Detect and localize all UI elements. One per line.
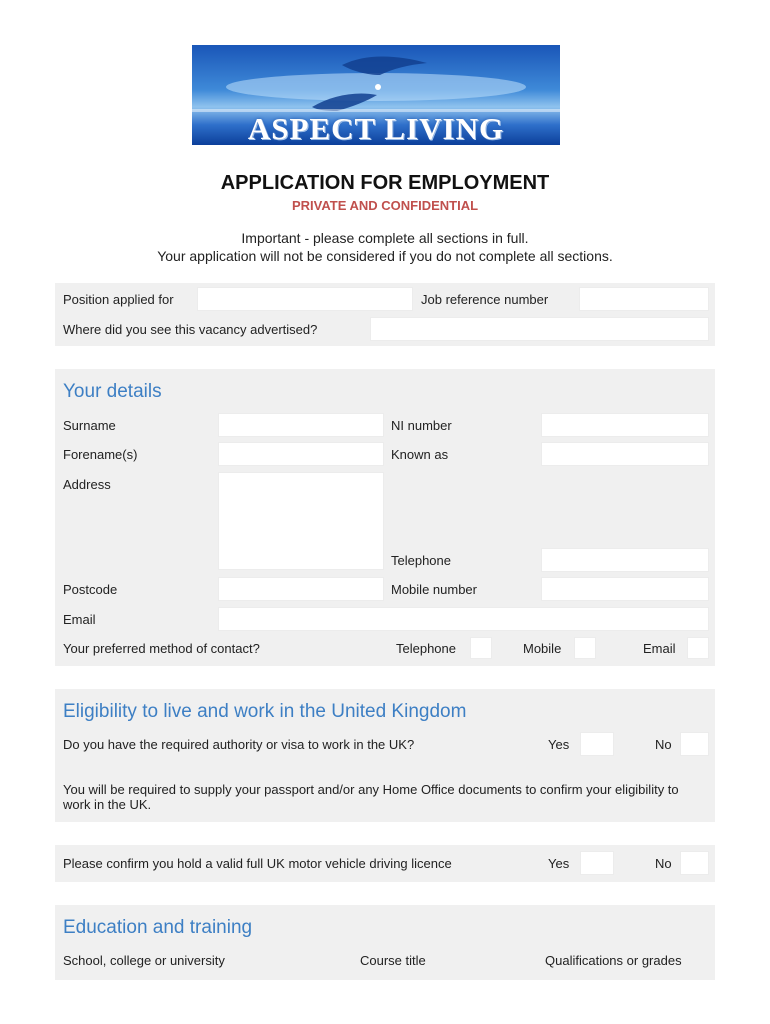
contact-mobile-label: Mobile	[523, 641, 562, 656]
advert-source-input[interactable]	[370, 317, 709, 341]
education-col-qualifications: Qualifications or grades	[545, 953, 682, 968]
contact-telephone-label: Telephone	[396, 641, 456, 656]
address-input[interactable]	[218, 472, 384, 570]
licence-no-checkbox[interactable]	[680, 851, 709, 875]
ni-number-label: NI number	[391, 418, 452, 433]
ni-number-input[interactable]	[541, 413, 709, 437]
advert-source-label: Where did you see this vacancy advertised?	[63, 322, 318, 337]
company-logo	[192, 45, 560, 145]
address-label: Address	[63, 477, 111, 492]
contact-email-checkbox[interactable]	[687, 637, 709, 659]
job-ref-input[interactable]	[579, 287, 709, 311]
position-label: Position applied for	[63, 292, 174, 307]
contact-mobile-checkbox[interactable]	[574, 637, 596, 659]
education-col-course: Course title	[360, 953, 426, 968]
email-label: Email	[63, 612, 96, 627]
surname-input[interactable]	[218, 413, 384, 437]
education-col-school: School, college or university	[63, 953, 225, 968]
forenames-label: Forename(s)	[63, 447, 138, 462]
instructions-line-2: Your application will not be considered if you do not complete all sections.	[157, 248, 613, 264]
education-heading: Education and training	[63, 917, 253, 938]
page-subtitle: PRIVATE AND CONFIDENTIAL	[291, 198, 479, 213]
postcode-label: Postcode	[63, 582, 118, 597]
hands-icon	[192, 45, 560, 115]
forenames-input[interactable]	[218, 442, 384, 466]
work-authority-question: Do you have the required authority or visa to work in the UK?	[63, 737, 415, 752]
details-heading: Your details	[63, 381, 162, 402]
contact-email-label: Email	[643, 641, 676, 656]
work-authority-yes-label: Yes	[548, 737, 570, 752]
logo-text: ASPECT LIVING	[247, 111, 505, 145]
licence-question: Please confirm you hold a valid full UK motor vehicle driving licence	[63, 856, 452, 871]
telephone-input[interactable]	[541, 548, 709, 572]
preferred-contact-label: Your preferred method of contact?	[63, 641, 260, 656]
surname-label: Surname	[63, 418, 116, 433]
postcode-input[interactable]	[218, 577, 384, 601]
email-input[interactable]	[218, 607, 709, 631]
work-authority-yes-checkbox[interactable]	[580, 732, 614, 756]
licence-yes-label: Yes	[548, 856, 570, 871]
work-authority-no-label: No	[655, 737, 672, 752]
licence-yes-checkbox[interactable]	[580, 851, 614, 875]
eligibility-info: You will be required to supply your passport and/or any Home Office documents to confirm your eligibility to work in the UK.	[63, 782, 679, 812]
job-ref-label: Job reference number	[421, 292, 549, 307]
mobile-number-label: Mobile number	[391, 582, 477, 597]
work-authority-no-checkbox[interactable]	[680, 732, 709, 756]
known-as-input[interactable]	[541, 442, 709, 466]
eligibility-heading: Eligibility to live and work in the United Kingdom	[63, 701, 467, 722]
position-input[interactable]	[197, 287, 413, 311]
contact-telephone-checkbox[interactable]	[470, 637, 492, 659]
mobile-number-input[interactable]	[541, 577, 709, 601]
instructions-line-1: Important - please complete all sections in full.	[241, 230, 529, 246]
page-title: APPLICATION FOR EMPLOYMENT	[220, 172, 550, 194]
telephone-label: Telephone	[391, 553, 451, 568]
licence-no-label: No	[655, 856, 672, 871]
known-as-label: Known as	[391, 447, 449, 462]
